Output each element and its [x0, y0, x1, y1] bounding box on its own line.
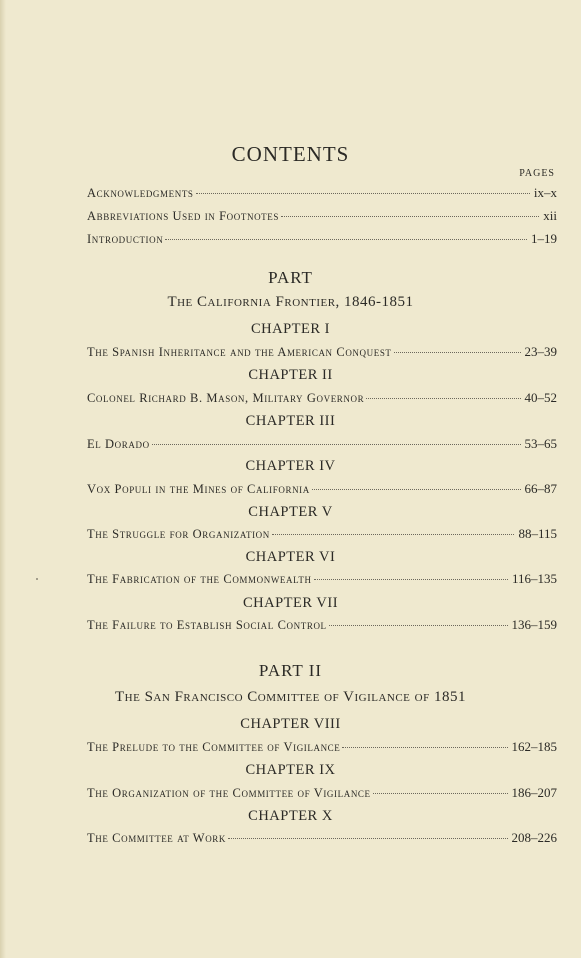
part-heading: PART II: [258, 661, 323, 680]
entry-pages: 53–65: [524, 436, 557, 451]
part-subtitle: The San Francisco Committee of Vigilance of 1851: [115, 689, 466, 705]
toc-entry-chapter-10: [87, 830, 557, 846]
entry-pages: 88–115: [518, 526, 557, 541]
entry-pages: 66–87: [524, 481, 557, 496]
toc-entry-chapter-8: [87, 739, 557, 755]
chapter-heading: CHAPTER II: [248, 367, 333, 383]
entry-title: Introduction: [87, 232, 164, 246]
toc-entry-chapter-7: [87, 617, 557, 633]
entry-title: Acknowledgments: [87, 186, 194, 200]
entry-pages: 23–39: [524, 344, 557, 359]
chapter-heading: CHAPTER V: [248, 504, 333, 520]
dot-leader: [152, 444, 521, 445]
chapter-heading: CHAPTER I: [250, 321, 331, 337]
entry-pages: 208–226: [511, 830, 557, 845]
toc-entry-chapter-1: [87, 344, 557, 360]
dot-leader: [196, 193, 530, 194]
dot-leader: [272, 534, 515, 535]
chapter-heading: CHAPTER III: [245, 413, 336, 429]
dot-leader: [228, 838, 507, 839]
entry-pages: 1–19: [531, 231, 557, 246]
entry-pages: 186–207: [511, 785, 557, 800]
entry-pages: 116–135: [511, 571, 557, 586]
toc-entry-chapter-9: [87, 785, 557, 801]
entry-title: The Committee at Work: [87, 831, 227, 845]
entry-title: Vox Populi in the Mines of California: [87, 482, 310, 496]
entry-title: The Organization of the Committee of Vigilance: [87, 786, 371, 800]
entry-pages: xii: [543, 208, 557, 223]
dot-leader: [394, 352, 521, 353]
toc-entry-chapter-5: [87, 526, 557, 542]
toc-entry-chapter-2: [87, 390, 557, 406]
part-heading: PART: [268, 268, 313, 287]
toc-entry-chapter-3: [87, 436, 557, 452]
dot-leader: [165, 239, 527, 240]
entry-title: The Failure to Establish Social Control: [87, 618, 327, 632]
entry-pages: 40–52: [524, 390, 557, 405]
entry-title: The Fabrication of the Commonwealth: [87, 572, 312, 586]
entry-pages: 136–159: [511, 617, 557, 632]
chapter-heading: CHAPTER IX: [245, 762, 336, 778]
toc-entry-chapter-4: [87, 481, 557, 497]
chapter-heading: CHAPTER X: [248, 808, 333, 824]
dot-leader: [312, 489, 521, 490]
chapter-heading: CHAPTER VIII: [240, 716, 341, 732]
page-title: CONTENTS: [231, 142, 350, 166]
dot-leader: [314, 579, 508, 580]
toc-entry-chapter-6: [87, 571, 557, 587]
chapter-heading: CHAPTER VII: [242, 595, 339, 611]
entry-title: Colonel Richard B. Mason, Military Governor: [87, 391, 365, 405]
chapter-heading: CHAPTER VI: [245, 549, 336, 565]
part-subtitle: The California Frontier, 1846-1851: [167, 294, 414, 310]
entry-title: The Struggle for Organization: [87, 527, 270, 541]
entry-pages: ix–x: [533, 185, 557, 200]
entry-title: Abbreviations Used in Footnotes: [87, 209, 279, 223]
chapter-heading: CHAPTER IV: [245, 458, 336, 474]
pages-column-label: PAGES: [519, 168, 555, 179]
entry-title: The Spanish Inheritance and the American Conquest: [87, 345, 392, 359]
toc-entry-introduction: [87, 231, 557, 247]
toc-entry-acknowledgments: [87, 185, 557, 201]
toc-entry-abbreviations: [87, 208, 557, 224]
dot-leader: [329, 625, 508, 626]
paper-speck: [36, 578, 38, 580]
entry-pages: 162–185: [511, 739, 557, 754]
entry-title: The Prelude to the Committee of Vigilance: [87, 740, 341, 754]
dot-leader: [281, 216, 539, 217]
dot-leader: [366, 398, 520, 399]
dot-leader: [342, 747, 507, 748]
dot-leader: [373, 793, 508, 794]
entry-title: El Dorado: [87, 437, 150, 451]
